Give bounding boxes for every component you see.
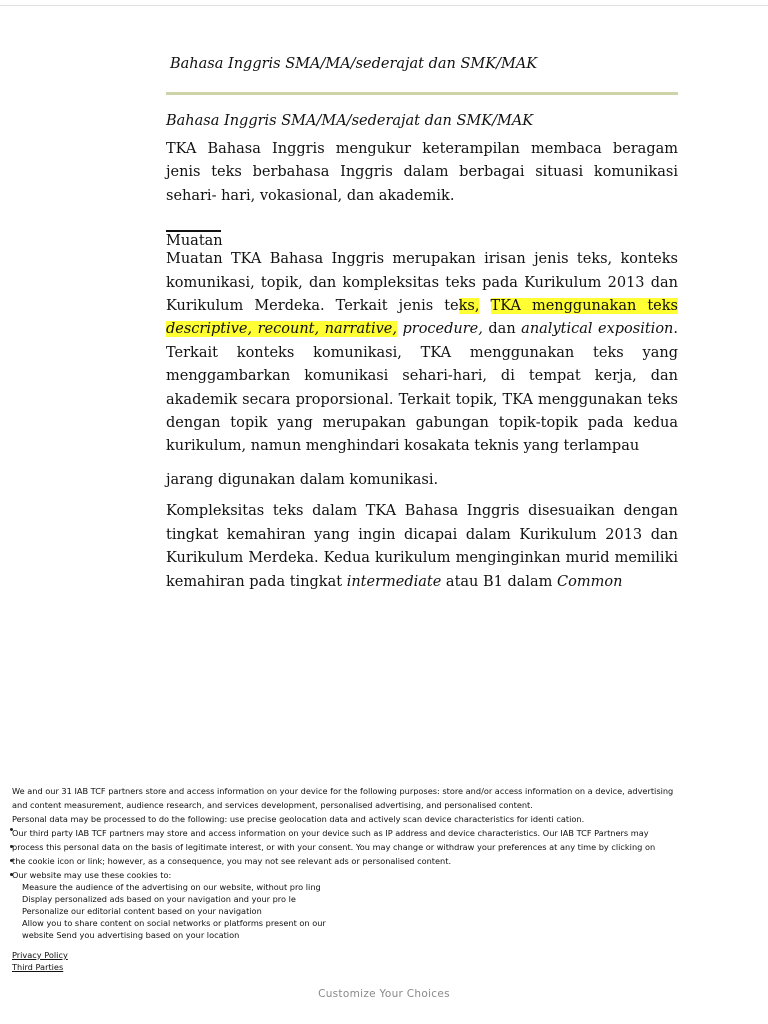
subtitle: Bahasa Inggris SMA/MA/sederajat dan SMK/MAK xyxy=(166,113,534,129)
kompleksitas-text-b: atau B1 dalam xyxy=(441,573,558,590)
section-heading-bar xyxy=(166,230,221,232)
consent-line-1: We and our 31 IAB TCF partners store and access information on your device for the following purposes: store and/or access information on a device, advertising xyxy=(12,786,674,796)
third-parties-link[interactable]: Third Parties xyxy=(12,962,64,972)
highlight-2-text: TKA menggunakan teks xyxy=(490,298,678,315)
top-border xyxy=(0,5,768,6)
customize-choices-button[interactable]: Customize Your Choices xyxy=(318,988,450,1000)
kompleksitas-text-a: Kompleksitas teks dalam TKA Bahasa Inggris disesuaikan dengan tingkat kemahiran yang ingin dicapai dalam Kurikulum 2013 dan Kurikulum Merdeka. Kedua kurikulum menginginkan murid memiliki kemahiran pada tingkat xyxy=(166,503,678,590)
consent-line-7: Our website may use these cookies to: xyxy=(12,870,172,880)
consent-line-4: Our third party IAB TCF partners may store and access information on your device such as IP address and device characteristics. Our IAB TCF Partners may xyxy=(12,828,649,838)
header-rule xyxy=(166,92,678,95)
consent-line-5: process this personal data on the basis of legitimate interest, or with your consent. You may change or withdraw your preferences at any time by clicking on xyxy=(12,842,656,852)
muatan-space xyxy=(479,298,490,314)
consent-line-2: and content measurement, audience research, and services development, personalised advertising, and personalised content. xyxy=(12,800,533,810)
privacy-policy-link[interactable]: Privacy Policy xyxy=(12,950,68,960)
running-header: Bahasa Inggris SMA/MA/sederajat dan SMK/MAK xyxy=(170,56,538,72)
highlight-1: ks, xyxy=(458,298,480,315)
continuation-line: jarang digunakan dalam komunikasi. xyxy=(166,471,439,488)
cookie-purpose-item: Display personalized ads based on your navigation and your pro le xyxy=(22,894,296,904)
cookie-purpose-item: Allow you to share content on social networks or platforms present on our xyxy=(22,918,326,928)
consent-line-3: Personal data may be processed to do the following: use precise geolocation data and actively scan device characteristics for identi cation. xyxy=(12,814,585,824)
highlight-2-em: descriptive, recount, narrative, xyxy=(166,321,397,338)
cookie-purpose-item: Measure the audience of the advertising on our website, without pro ling xyxy=(22,882,321,892)
kompleksitas-em-common: Common xyxy=(557,573,623,590)
intro-paragraph: TKA Bahasa Inggris mengukur keterampilan membaca beragam jenis teks berbahasa Inggris dalam berbagai situasi komunikasi sehari- hari, vokasional, dan akademik. xyxy=(166,141,678,204)
muatan-text-a: Muatan TKA Bahasa Inggris merupakan irisan jenis teks, konteks komunikasi, topik, dan kompleksitas teks pada Kurikulum 2013 dan Kurikulum Merdeka. Terkait jenis te xyxy=(166,251,678,315)
section-heading: Muatan xyxy=(166,233,223,250)
muatan-text-c: dan xyxy=(482,321,522,338)
document-body xyxy=(166,110,678,594)
kompleksitas-paragraph xyxy=(166,500,678,594)
muatan-em-procedure: procedure, xyxy=(402,321,483,338)
muatan-paragraph xyxy=(166,248,678,459)
cookie-consent-banner xyxy=(0,712,768,1024)
muatan-text-d: . Terkait konteks komunikasi, TKA menggunakan teks yang menggambarkan komunikasi sehari-hari, di tempat kerja, dan akademik secara proporsional. Terkait topik, TKA menggunakan teks dengan topik yang merupakan gabungan topik-topik pada kedua kurikulum, namun menghindari kosakata teknis yang terlampau xyxy=(166,321,679,455)
cookie-purpose-item: website Send you advertising based on your location xyxy=(22,930,240,940)
kompleksitas-em-intermediate: intermediate xyxy=(346,573,442,590)
cookie-purpose-item: Personalize our editorial content based on your navigation xyxy=(22,906,262,916)
muatan-em-analytical: analytical exposition xyxy=(521,321,674,338)
consent-line-6: the cookie icon or link; however, as a consequence, you may not see relevant ads or personalised content. xyxy=(12,856,452,866)
